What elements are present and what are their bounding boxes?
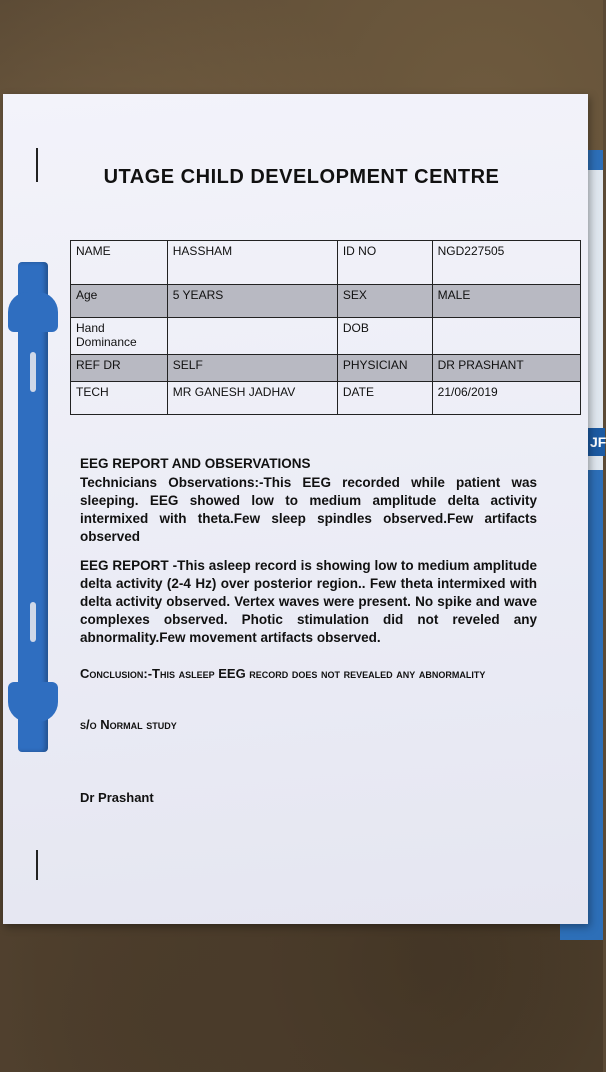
technician-observations: Technicians Observations:-This EEG recorded while patient was sleeping. EEG showed low to medium amplitude delta activity intermixed with theta.Few sleep spindles observed.Few artifacts observed <box>80 475 537 544</box>
info-value: 21/06/2019 <box>432 382 580 415</box>
info-label: Hand Dominance <box>71 318 168 355</box>
info-value <box>432 318 580 355</box>
centre-title: UTAGE CHILD DEVELOPMENT CENTRE <box>103 166 500 188</box>
info-row <box>71 382 581 415</box>
signature: Dr Prashant <box>80 790 154 805</box>
folder-tab-label: JF <box>588 428 605 456</box>
info-row <box>71 355 581 382</box>
pen-mark <box>36 850 38 880</box>
info-label: ID NO <box>337 241 432 285</box>
info-value: MR GANESH JADHAV <box>167 382 337 415</box>
info-value <box>167 318 337 355</box>
report-heading: EEG REPORT AND OBSERVATIONS <box>80 456 311 471</box>
info-label: Age <box>71 285 168 318</box>
info-value: MALE <box>432 285 580 318</box>
info-row <box>71 241 581 285</box>
info-label: NAME <box>71 241 168 285</box>
file-fastener-clip <box>18 262 48 752</box>
info-value: HASSHAM <box>167 241 337 285</box>
clip-slot <box>30 602 36 642</box>
study-note: s/o Normal study <box>80 717 177 732</box>
info-label: SEX <box>337 285 432 318</box>
info-value: SELF <box>167 355 337 382</box>
info-label: PHYSICIAN <box>337 355 432 382</box>
clip-slot <box>30 352 36 392</box>
info-label: TECH <box>71 382 168 415</box>
info-row <box>71 285 581 318</box>
info-value: NGD227505 <box>432 241 580 285</box>
info-value: DR PRASHANT <box>432 355 580 382</box>
conclusion: Conclusion:-This asleep EEG record does not revealed any abnormality <box>80 666 486 681</box>
info-value: 5 YEARS <box>167 285 337 318</box>
eeg-report-text: EEG REPORT -This asleep record is showing low to medium amplitude delta activity (2-4 Hz) over posterior region.. Few theta intermixed with delta activity observed. Vertex waves were present. No spike and wave complexes observed. Photic stimulation did not reveled any abnormality.Few movement artifacts observed. <box>80 558 537 645</box>
patient-info-table <box>70 240 581 415</box>
info-row <box>71 318 581 355</box>
info-label: DATE <box>337 382 432 415</box>
info-label: REF DR <box>71 355 168 382</box>
info-label: DOB <box>337 318 432 355</box>
